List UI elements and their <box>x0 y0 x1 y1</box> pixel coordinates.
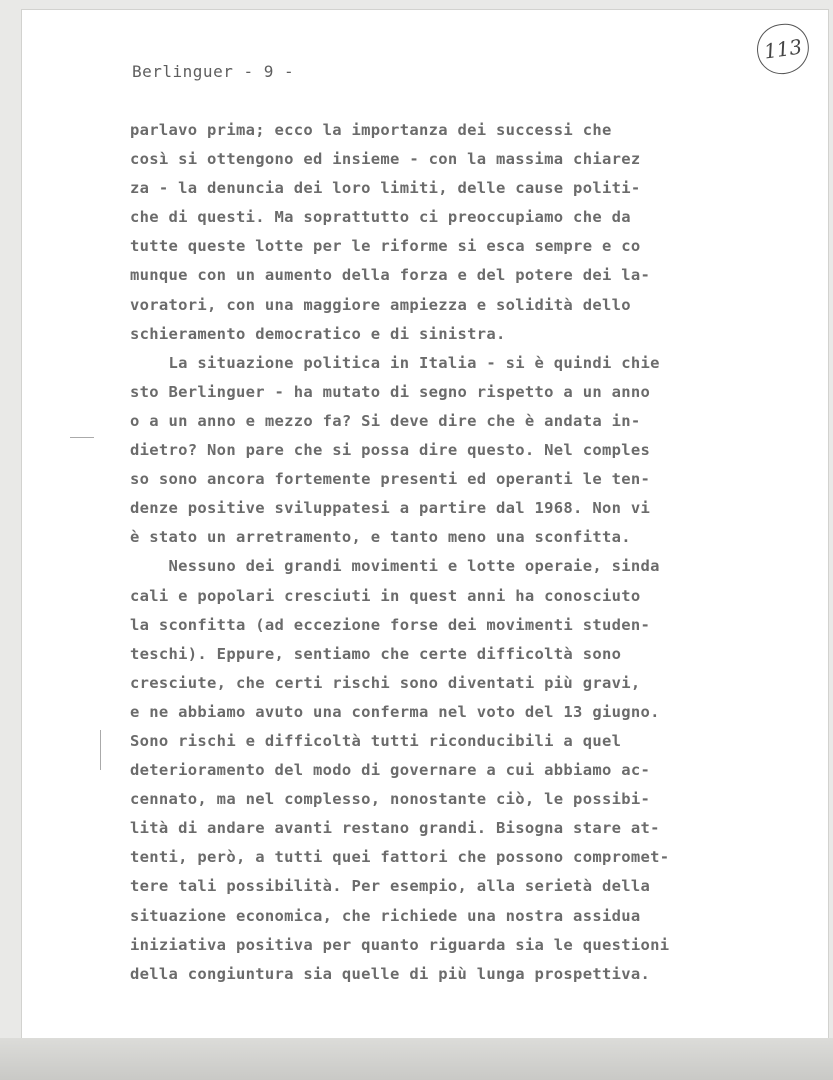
running-header: Berlinguer - 9 - <box>132 62 295 81</box>
text-line: sto Berlinguer - ha mutato di segno rispetto a un anno <box>130 382 651 401</box>
text-line: za - la denuncia dei loro limiti, delle cause politi- <box>130 179 641 198</box>
text-line: schieramento democratico e di sinistra. <box>130 324 506 343</box>
text-line: che di questi. Ma soprattutto ci preoccupiamo che da <box>130 208 631 227</box>
text-line: dietro? Non pare che si possa dire questo. Nel comples <box>130 441 651 460</box>
text-line: parlavo prima; ecco la importanza dei successi che <box>130 121 612 139</box>
margin-mark-left-dash <box>70 437 94 438</box>
text-line: Sono rischi e difficoltà tutti riconducibili a quel <box>130 731 622 750</box>
text-line: tenti, però, a tutti quei fattori che possono compromet- <box>130 848 670 867</box>
text-line: lità di andare avanti restano grandi. Bisogna stare at- <box>130 819 660 838</box>
text-line: cali e popolari cresciuti in quest anni ha conosciuto <box>130 586 641 605</box>
text-line: così si ottengono ed insieme - con la massima chiarez <box>130 150 641 169</box>
text-line: situazione economica, che richiede una nostra assidua <box>130 906 641 925</box>
text-line: e ne abbiamo avuto una conferma nel voto del 13 giugno. <box>130 702 660 721</box>
text-line: deterioramento del modo di governare a cui abbiamo ac- <box>130 761 651 780</box>
text-line: denze positive sviluppatesi a partire dal 1968. Non vi <box>130 499 651 518</box>
text-line: della congiuntura sia quelle di più lunga prospettiva. <box>130 964 651 983</box>
text-line: cennato, ma nel complesso, nonostante ciò, le possibi- <box>130 790 651 809</box>
text-line: voratori, con una maggiore ampiezza e solidità dello <box>130 295 631 314</box>
text-line: cresciute, che certi rischi sono diventati più gravi, <box>130 673 641 692</box>
page-number-stamp: 113 <box>754 21 812 78</box>
text-line: La situazione politica in Italia - si è quindi chie <box>130 353 660 372</box>
text-line: la sconfitta (ad eccezione forse dei movimenti studen- <box>130 615 651 634</box>
typewritten-body <box>130 116 690 989</box>
text-line: teschi). Eppure, sentiamo che certe difficoltà sono <box>130 644 622 663</box>
text-line: tutte queste lotte per le riforme si esca sempre e co <box>130 237 641 256</box>
text-line: o a un anno e mezzo fa? Si deve dire che è andata in- <box>130 411 641 430</box>
text-line: iniziativa positiva per quanto riguarda sia le questioni <box>130 935 670 954</box>
scan-border <box>0 1038 833 1080</box>
margin-mark-left <box>100 730 101 770</box>
text-line: munque con un aumento della forza e del potere dei la- <box>130 266 651 285</box>
text-line: so sono ancora fortemente presenti ed operanti le ten- <box>130 470 651 489</box>
text-line: è stato un arretramento, e tanto meno una sconfitta. <box>130 528 631 547</box>
text-line: tere tali possibilità. Per esempio, alla serietà della <box>130 877 651 896</box>
text-line: Nessuno dei grandi movimenti e lotte operaie, sinda <box>130 557 660 576</box>
